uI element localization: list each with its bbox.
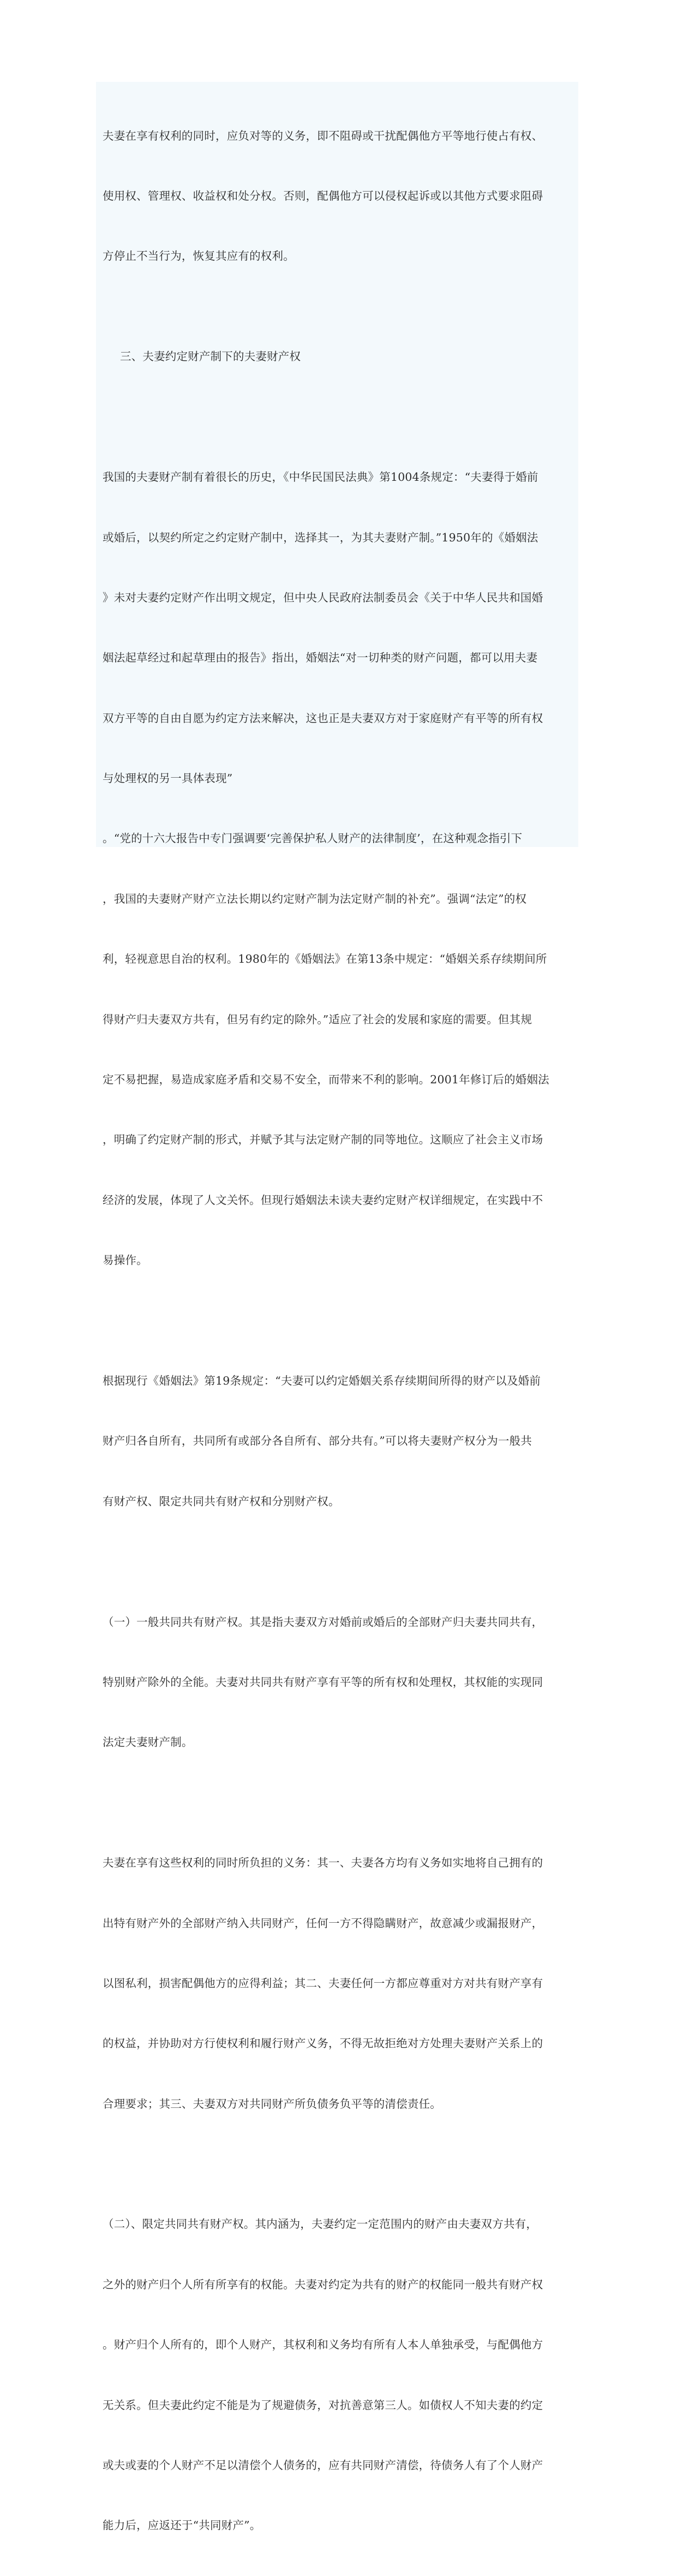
text-line: 或夫或妻的个人财产不足以清偿个人债务的，应有共同财产清偿，待债务人有了个人财产 bbox=[103, 2459, 543, 2472]
paragraph-obligations bbox=[103, 1813, 572, 2155]
text-line: 的权益，并协助对方行使权利和履行财产义务，不得无故拒绝对方处理夫妻财产关系上的 bbox=[103, 2037, 543, 2050]
text-line: 夫妻在享有这些权利的同时所负担的义务：其一、夫妻各方均有义务如实地将自己拥有的 bbox=[103, 1856, 543, 1870]
text-line: 特别财产除外的全能。夫妻对共同共有财产享有平等的所有权和处理权，其权能的实现同 bbox=[103, 1675, 543, 1689]
text-line: 。“党的十六大报告中专门强调要‘完善保护私人财产的法律制度’，在这种观念指引下 bbox=[103, 832, 523, 845]
text-line: 定不易把握，易造成家庭矛盾和交易不安全，而带来不利的影响。2001年修订后的婚姻法 bbox=[103, 1073, 549, 1087]
paragraph-spacer bbox=[103, 1793, 572, 1813]
paragraph-spouse-rights-obligations bbox=[103, 86, 572, 307]
text-line: 有财产权、限定共同共有财产权和分别财产权。 bbox=[103, 1494, 340, 1508]
paragraph-spacer bbox=[103, 1311, 572, 1331]
text-line: 。财产归个人所有的，即个人财产，其权利和义务均有所有人本人单独承受，与配偶他方 bbox=[103, 2338, 543, 2352]
text-line: 方停止不当行为，恢复其应有的权利。 bbox=[103, 249, 295, 263]
text-line: 姻法起草经过和起草理由的报告》指出，婚姻法“对一切种类的财产问题，都可以用夫妻 bbox=[103, 651, 538, 665]
text-line: 根据现行《婚姻法》第19条规定：“夫妻可以约定婚姻关系存续期间所得的财产以及婚前 bbox=[103, 1374, 541, 1387]
paragraph-spacer bbox=[103, 2154, 572, 2174]
text-line: 得财产归夫妻双方共有，但另有约定的除外。”适应了社会的发展和家庭的需要。但其规 bbox=[103, 1012, 532, 1026]
text-line: 夫妻在享有权利的同时，应负对等的义务，即不阻碍或干扰配偶他方平等地行使占有权、 bbox=[103, 129, 543, 142]
text-line: 法定夫妻财产制。 bbox=[103, 1736, 193, 1749]
section-heading-text: 三、夫妻约定财产制下的夫妻财产权 bbox=[120, 350, 301, 363]
text-line: 无关系。但夫妻此约定不能是为了规避债务，对抗善意第三人。如债权人不知夫妻的约定 bbox=[103, 2398, 543, 2412]
text-line: 我国的夫妻财产制有着很长的历史，《中华民国民法典》第1004条规定：“夫妻得于婚前 bbox=[103, 470, 538, 484]
text-line: 合理要求；其三、夫妻双方对共同财产所负债务负平等的清偿责任。 bbox=[103, 2097, 441, 2110]
paragraph-spacer bbox=[103, 1552, 572, 1572]
paragraph-article-19 bbox=[103, 1331, 572, 1552]
text-line: 经济的发展，体现了人文关怀。但现行婚姻法未读夫妻约定财产权详细规定，在实践中不 bbox=[103, 1193, 543, 1207]
text-line: 以图私利，损害配偶他方的应得利益；其二、夫妻任何一方都应尊重对方对共有财产享有 bbox=[103, 1976, 543, 1990]
text-line: （一）一般共同共有财产权。其是指夫妻双方对婚前或婚后的全部财产归夫妻共同共有， bbox=[103, 1615, 543, 1629]
document-body bbox=[103, 86, 572, 2576]
paragraph-general-joint-property bbox=[103, 1572, 572, 1793]
text-line: 能力后，应返还于“共同财产”。 bbox=[103, 2519, 261, 2532]
text-line: 使用权、管理权、收益权和处分权。否则，配偶他方可以侵权起诉或以其他方式要求阻碍 bbox=[103, 189, 543, 202]
text-line: 出特有财产外的全部财产纳入共同财产，任何一方不得隐瞒财产，故意减少或漏报财产， bbox=[103, 1916, 543, 1930]
text-line: ，明确了约定财产制的形式，并赋予其与法定财产制的同等地位。这顺应了社会主义市场 bbox=[103, 1133, 543, 1147]
section-heading bbox=[103, 307, 572, 407]
text-line: 或婚后，以契约所定之约定财产制中，选择其一，为其夫妻财产制。”1950年的《婚姻法 bbox=[103, 530, 538, 544]
text-line: 易操作。 bbox=[103, 1254, 148, 1267]
paragraph-limited-joint-property bbox=[103, 2174, 572, 2576]
text-line: （二）、限定共同共有财产权。其内涵为，夫妻约定一定范围内的财产由夫妻双方共有， bbox=[103, 2217, 538, 2231]
text-line: 之外的财产归个人所有所享有的权能。夫妻对约定为共有的财产的权能同一般共有财产权 bbox=[103, 2277, 543, 2291]
paragraph-history bbox=[103, 427, 572, 1311]
text-line: 财产归各自所有，共同所有或部分各自所有、部分共有。”可以将夫妻财产权分为一般共 bbox=[103, 1434, 532, 1448]
text-line: 与处理权的另一具体表现” bbox=[103, 772, 233, 785]
text-line: 双方平等的自由自愿为约定方法来解决，这也正是夫妻双方对于家庭财产有平等的所有权 bbox=[103, 711, 543, 725]
text-line: 利，轻视意思自治的权利。1980年的《婚姻法》在第13条中规定：“婚姻关系存续期间所 bbox=[103, 952, 547, 966]
text-line: ，我国的夫妻财产财产立法长期以约定财产制为法定财产制的补充”。强调“法定”的权 bbox=[103, 892, 527, 905]
paragraph-spacer bbox=[103, 407, 572, 427]
text-line: 》未对夫妻约定财产作出明文规定，但中央人民政府法制委员会《关于中华人民共和国婚 bbox=[103, 591, 543, 604]
